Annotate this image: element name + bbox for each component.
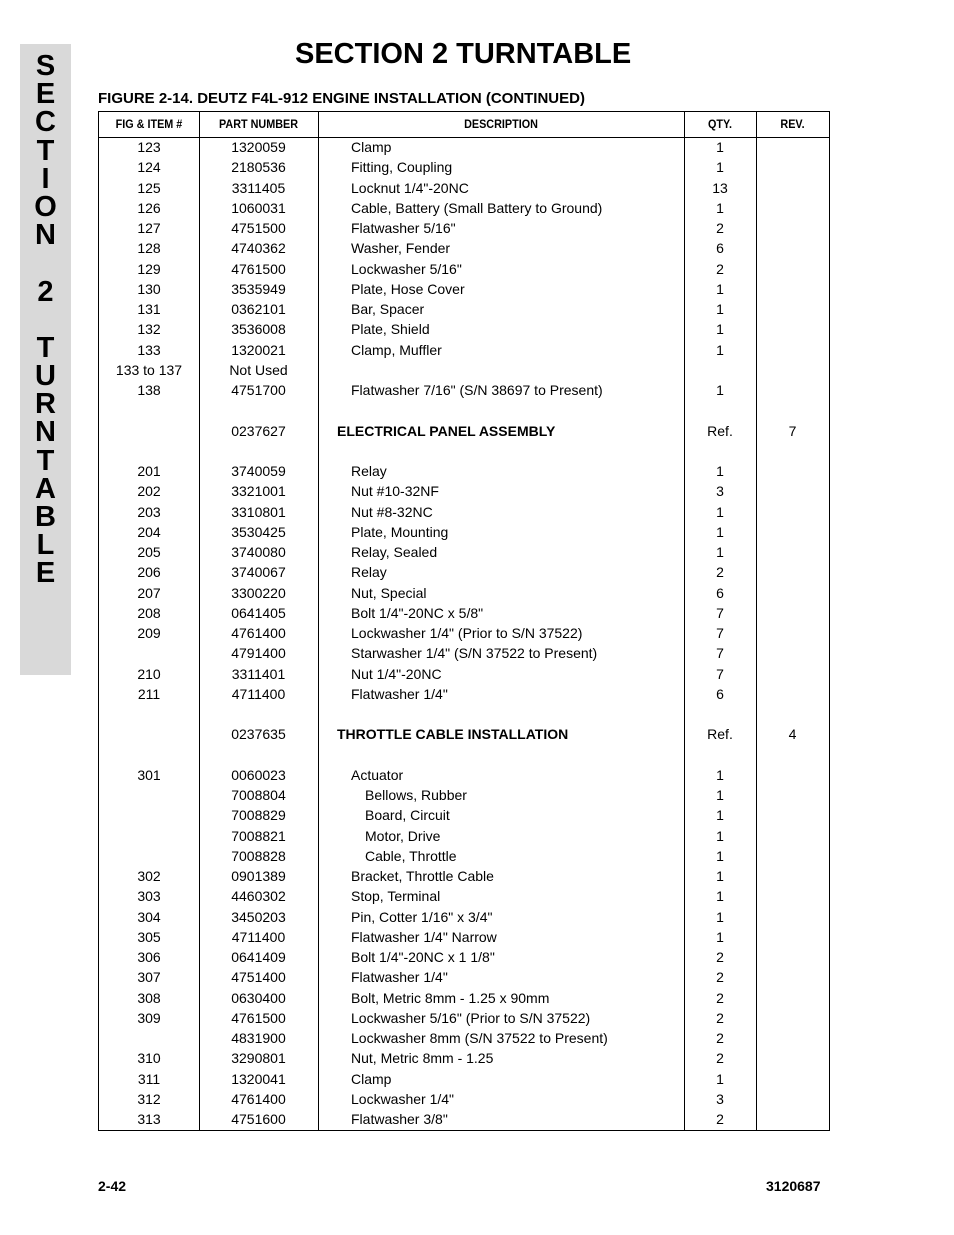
qty-cell: 1 [716, 503, 724, 520]
table-row [99, 765, 829, 785]
part-number-cell: 3311405 [231, 179, 286, 196]
rev-cell: 7 [788, 422, 797, 439]
table-row [99, 259, 829, 279]
table-row [99, 603, 829, 623]
table-row [99, 1008, 829, 1028]
table-row [99, 542, 829, 562]
part-number-cell: 4751600 [231, 1111, 286, 1127]
table-row [99, 745, 829, 765]
description-cell: Lockwasher 5/16" (Prior to S/N 37522) [351, 1009, 591, 1026]
description-cell: Cable, Battery (Small Battery to Ground) [351, 199, 603, 216]
table-row [99, 664, 829, 684]
qty-cell: 1 [716, 908, 724, 925]
fig-item-cell: 127 [137, 220, 161, 236]
table-row [99, 583, 829, 603]
qty-cell: 1 [716, 928, 724, 945]
fig-item-cell: 125 [137, 179, 161, 196]
side-tab-letter: U [35, 360, 56, 393]
description-cell: Bolt 1/4"-20NC x 5/8" [351, 604, 484, 621]
table-row [99, 198, 829, 218]
qty-cell: 2 [716, 564, 724, 581]
fig-item-cell: 130 [137, 280, 161, 297]
qty-cell: 1 [716, 827, 724, 844]
fig-item-cell: 208 [137, 604, 161, 621]
table-row [99, 279, 829, 299]
description-cell: Board, Circuit [365, 807, 450, 824]
table-row [99, 562, 829, 582]
part-number-cell: 4761400 [231, 1090, 286, 1107]
table-row [99, 522, 829, 542]
fig-item-cell: 123 [137, 139, 161, 155]
table-row [99, 1028, 829, 1048]
part-number-cell: 3530425 [231, 523, 286, 540]
fig-item-cell: 132 [137, 321, 161, 338]
fig-item-cell: 133 [137, 341, 161, 358]
part-number-cell: 0362101 [231, 301, 286, 317]
qty-cell: 1 [716, 159, 724, 176]
qty-cell: 2 [716, 969, 724, 986]
table-row [99, 1069, 829, 1089]
qty-cell: 1 [716, 321, 724, 338]
part-number-cell: 4740362 [231, 240, 286, 257]
part-number-cell: 4460302 [231, 888, 286, 905]
description-cell: Relay [351, 463, 387, 479]
qty-cell: 1 [716, 807, 724, 824]
table-row [99, 400, 829, 420]
description-cell: Flatwasher 1/4" [351, 969, 448, 986]
qty-cell: 1 [716, 199, 724, 216]
part-number-cell: 2180536 [231, 159, 286, 176]
description-cell: Actuator [351, 766, 404, 783]
fig-item-cell: 129 [137, 260, 161, 277]
side-tab-letter: S [35, 50, 56, 82]
table-row [99, 481, 829, 501]
description-cell: Motor, Drive [365, 827, 441, 844]
fig-item-cell: 307 [137, 969, 161, 986]
column-header-fig-item: FIG & ITEM # [115, 117, 183, 131]
description-cell: Plate, Hose Cover [351, 280, 465, 297]
qty-cell: 2 [716, 949, 724, 965]
part-number-cell: 3290801 [231, 1050, 286, 1067]
qty-cell: 1 [716, 787, 724, 803]
part-number-cell: 7008829 [231, 807, 286, 824]
fig-item-cell: 205 [137, 544, 161, 560]
description-cell: Plate, Shield [351, 321, 430, 338]
table-row [99, 340, 829, 360]
column-header-part-number: PART NUMBER [218, 117, 299, 131]
fig-item-cell: 312 [137, 1090, 161, 1107]
table-row [99, 866, 829, 886]
table-row [99, 846, 829, 866]
part-number-cell: 0641405 [231, 604, 286, 621]
table-row [99, 299, 829, 319]
description-cell: Relay [351, 564, 387, 581]
part-number-cell: Not Used [229, 361, 288, 378]
qty-cell: 2 [716, 1050, 724, 1067]
part-number-cell: 3740067 [231, 564, 286, 581]
description-cell: Pin, Cotter 1/16" x 3/4" [351, 908, 493, 925]
qty-cell: 1 [716, 280, 724, 297]
qty-cell: 1 [716, 139, 724, 155]
description-cell: Lockwasher 8mm (S/N 37522 to Present) [351, 1030, 608, 1046]
description-cell: Nut, Metric 8mm - 1.25 [351, 1050, 494, 1067]
part-number-cell: 4751500 [231, 220, 286, 236]
part-number-cell: 4761400 [231, 625, 286, 641]
description-cell: Nut, Special [351, 584, 427, 601]
part-number-cell: 7008821 [231, 827, 286, 844]
table-row [99, 623, 829, 643]
part-number-cell: 3310801 [231, 503, 286, 520]
fig-item-cell: 209 [137, 625, 161, 641]
fig-item-cell: 133 to 137 [115, 361, 183, 378]
part-number-cell: 4751700 [231, 382, 286, 398]
qty-cell: Ref. [707, 422, 733, 439]
qty-cell: 1 [716, 544, 724, 560]
qty-cell: 7 [716, 625, 724, 641]
description-cell: Flatwasher 5/16" [351, 220, 456, 236]
description-cell: Fitting, Coupling [351, 159, 453, 176]
table-body [99, 137, 829, 1129]
table-row [99, 238, 829, 258]
table-row [99, 704, 829, 724]
qty-cell: 1 [716, 463, 724, 479]
description-cell: Lockwasher 1/4" (Prior to S/N 37522) [351, 625, 583, 641]
qty-cell: 2 [716, 1111, 724, 1127]
part-number-cell: 3321001 [231, 483, 286, 500]
table-row [99, 643, 829, 663]
part-number-cell: 0630400 [231, 989, 286, 1006]
part-number-cell: 1320059 [231, 139, 286, 155]
side-tab-letter: L [36, 529, 55, 562]
fig-item-cell: 310 [137, 1050, 161, 1067]
fig-item-cell: 313 [137, 1111, 161, 1127]
side-tab-letter: 2 [37, 275, 54, 308]
description-cell: Locknut 1/4"-20NC [351, 179, 469, 196]
description-cell: Lockwasher 5/16" [351, 260, 462, 277]
table-row [99, 967, 829, 987]
fig-item-cell: 308 [137, 989, 161, 1006]
qty-cell: 1 [716, 1070, 724, 1087]
qty-cell: 1 [716, 847, 724, 864]
table-row [99, 724, 829, 744]
qty-cell: 3 [716, 1090, 724, 1107]
part-number-cell: 0237635 [231, 726, 286, 743]
qty-cell: 13 [712, 179, 728, 196]
side-tab-letter: A [35, 472, 56, 505]
table-row [99, 319, 829, 339]
parts-table [98, 111, 830, 1131]
side-tab-letter: B [35, 501, 56, 533]
fig-item-cell: 206 [137, 564, 161, 581]
description-cell: Bolt, Metric 8mm - 1.25 x 90mm [351, 989, 550, 1006]
part-number-cell: 0237627 [231, 422, 286, 439]
fig-item-cell: 126 [137, 199, 161, 216]
qty-cell: 6 [716, 584, 724, 601]
qty-cell: 6 [716, 240, 724, 257]
table-row [99, 1089, 829, 1109]
table-row [99, 441, 829, 461]
section-side-tab [20, 44, 71, 675]
column-header-qty: QTY. [707, 117, 732, 131]
description-cell: Stop, Terminal [351, 888, 441, 905]
part-number-cell: 4791400 [231, 645, 286, 662]
qty-cell: 1 [716, 523, 724, 540]
qty-cell: 2 [716, 220, 724, 236]
part-number-cell: 3311401 [231, 665, 286, 682]
qty-cell: 1 [716, 868, 724, 884]
qty-cell: 6 [716, 685, 724, 702]
part-number-cell: 4761500 [231, 1009, 286, 1026]
side-tab-letter: C [35, 106, 56, 139]
description-cell: Flatwasher 1/4" [351, 685, 448, 702]
description-cell: Bellows, Rubber [365, 787, 467, 803]
table-row [99, 1109, 829, 1129]
description-cell: ELECTRICAL PANEL ASSEMBLY [337, 422, 556, 439]
part-number-cell: 3536008 [231, 321, 286, 338]
part-number-cell: 0641409 [231, 949, 286, 965]
part-number-cell: 1320021 [231, 341, 286, 358]
description-cell: Lockwasher 1/4" [351, 1090, 455, 1107]
description-cell: Relay, Sealed [351, 544, 438, 560]
page-number: 2-42 [98, 1178, 127, 1194]
side-tab-letter: N [35, 219, 56, 252]
fig-item-cell: 306 [137, 949, 161, 965]
table-row [99, 178, 829, 198]
column-header-description: DESCRIPTION [464, 117, 538, 131]
part-number-cell: 0901389 [231, 868, 286, 884]
fig-item-cell: 138 [137, 382, 161, 398]
qty-cell: 7 [716, 604, 724, 621]
side-tab-letter: T [36, 444, 55, 477]
table-row [99, 137, 829, 157]
table-row [99, 360, 829, 380]
description-cell: Flatwasher 3/8" [351, 1111, 448, 1127]
description-cell: THROTTLE CABLE INSTALLATION [337, 726, 569, 743]
fig-item-cell: 301 [137, 766, 161, 783]
table-row [99, 684, 829, 704]
side-tab-letter: N [35, 416, 56, 449]
table-row [99, 947, 829, 967]
qty-cell: 2 [716, 260, 724, 277]
part-number-cell: 0060023 [231, 766, 286, 783]
part-number-cell: 4761500 [231, 260, 286, 277]
fig-item-cell: 303 [137, 888, 161, 905]
qty-cell: 1 [716, 301, 724, 317]
description-cell: Bar, Spacer [351, 301, 425, 317]
description-cell: Starwasher 1/4" (S/N 37522 to Present) [351, 645, 598, 662]
description-cell: Nut #10-32NF [351, 483, 439, 500]
description-cell: Nut 1/4"-20NC [351, 665, 442, 682]
side-tab-letter: E [35, 78, 56, 111]
qty-cell: 2 [716, 989, 724, 1006]
table-row [99, 421, 829, 441]
table-row [99, 157, 829, 177]
fig-item-cell: 131 [137, 301, 161, 317]
table-row [99, 805, 829, 825]
side-tab-letters [20, 52, 71, 588]
qty-cell: 1 [716, 888, 724, 905]
description-cell: Nut #8-32NC [351, 503, 433, 520]
description-cell: Bracket, Throttle Cable [351, 868, 494, 884]
table-row [99, 826, 829, 846]
side-tab-letter: T [36, 331, 55, 364]
description-cell: Flatwasher 1/4" Narrow [351, 928, 497, 945]
fig-item-cell: 309 [137, 1009, 161, 1026]
table-row [99, 461, 829, 481]
qty-cell: 1 [716, 341, 724, 358]
table-row [99, 988, 829, 1008]
description-cell: Bolt 1/4"-20NC x 1 1/8" [351, 949, 495, 965]
description-cell: Cable, Throttle [365, 847, 457, 864]
part-number-cell: 4751400 [231, 969, 286, 986]
table-row [99, 502, 829, 522]
qty-cell: 7 [716, 665, 724, 682]
part-number-cell: 4711400 [231, 928, 286, 945]
qty-cell: 2 [716, 1030, 724, 1046]
fig-item-cell: 211 [137, 685, 161, 702]
part-number-cell: 7008828 [231, 847, 286, 864]
section-title: SECTION 2 TURNTABLE [295, 38, 632, 70]
fig-item-cell: 207 [137, 584, 161, 601]
description-cell: Clamp, Muffler [351, 341, 442, 358]
fig-item-cell: 203 [137, 503, 161, 520]
fig-item-cell: 128 [137, 240, 161, 257]
fig-item-cell: 304 [137, 908, 161, 925]
side-tab-letter: R [35, 388, 56, 421]
side-tab-letter: I [41, 162, 50, 195]
part-number-cell: 3535949 [231, 280, 286, 297]
description-cell: Clamp [351, 1070, 392, 1087]
qty-cell: Ref. [707, 726, 733, 743]
qty-cell: 3 [716, 483, 724, 500]
side-tab-letter: O [34, 190, 57, 223]
description-cell: Clamp [351, 139, 392, 155]
description-cell: Plate, Mounting [351, 523, 449, 540]
table-row [99, 380, 829, 400]
description-cell: Flatwasher 7/16" (S/N 38697 to Present) [351, 382, 603, 398]
side-tab-letter: E [35, 557, 56, 590]
figure-title: FIGURE 2-14. DEUTZ F4L-912 ENGINE INSTALLATION (CONTINUED) [98, 90, 585, 107]
table-row [99, 218, 829, 238]
fig-item-cell: 305 [137, 928, 161, 945]
table-row [99, 907, 829, 927]
part-number-cell: 3300220 [231, 584, 286, 601]
fig-item-cell: 202 [137, 483, 161, 500]
table-row [99, 1048, 829, 1068]
qty-cell: 1 [716, 766, 724, 783]
qty-cell: 2 [716, 1009, 724, 1026]
document-number: 3120687 [766, 1178, 821, 1194]
fig-item-cell: 311 [137, 1070, 161, 1087]
part-number-cell: 7008804 [231, 787, 286, 803]
part-number-cell: 3740080 [231, 544, 286, 560]
column-header-rev: REV. [780, 117, 805, 131]
fig-item-cell: 124 [137, 159, 161, 176]
part-number-cell: 3450203 [231, 908, 286, 925]
part-number-cell: 4711400 [231, 685, 286, 702]
part-number-cell: 1320041 [231, 1070, 286, 1087]
qty-cell: 1 [716, 382, 724, 398]
table-row [99, 927, 829, 947]
part-number-cell: 4831900 [231, 1030, 286, 1046]
qty-cell: 7 [716, 645, 724, 662]
side-tab-letter: T [36, 134, 55, 167]
part-number-cell: 1060031 [231, 199, 286, 216]
rev-cell: 4 [788, 726, 797, 743]
part-number-cell: 3740059 [231, 463, 286, 479]
table-row [99, 886, 829, 906]
fig-item-cell: 210 [137, 665, 161, 682]
fig-item-cell: 204 [137, 523, 161, 540]
fig-item-cell: 201 [137, 463, 161, 479]
fig-item-cell: 302 [137, 868, 161, 884]
table-row [99, 785, 829, 805]
description-cell: Washer, Fender [351, 240, 451, 257]
